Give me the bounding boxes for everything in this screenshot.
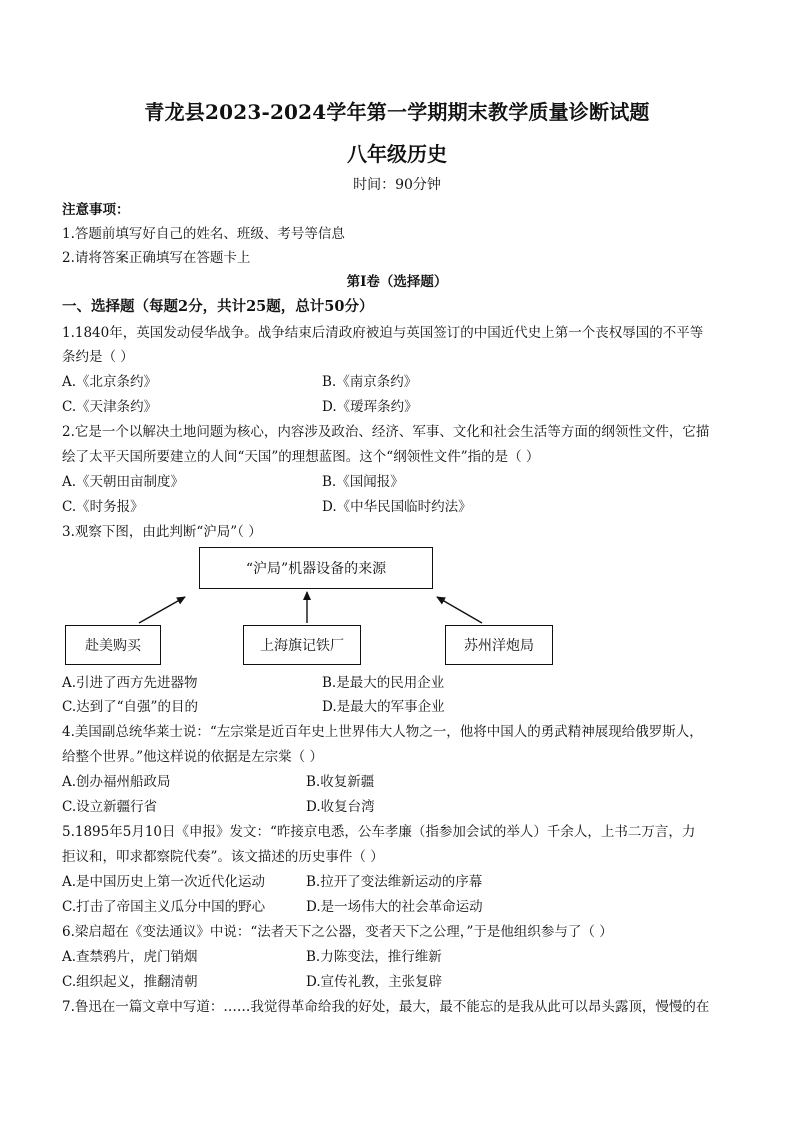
q3-option-a: A.引进了西方先进器物 bbox=[62, 675, 198, 691]
question-2-stem: 2.它是一个以解决土地问题为核心，内容涉及政治、经济、军事、文化和社会生活等方面的纲领性文件，它描 bbox=[62, 424, 710, 440]
note-item: 1.答题前填写好自己的姓名、班级、考号等信息 bbox=[62, 226, 345, 242]
q4-option-c: C.设立新疆行省 bbox=[62, 799, 158, 815]
q5-option-d: D.是一场伟大的社会革命运动 bbox=[306, 899, 483, 915]
diagram-source-box: 上海旗记铁厂 bbox=[243, 625, 361, 665]
question-4-stem: 4.美国副总统华莱士说：“左宗棠是近百年史上世界伟大人物之一，他将中国人的勇武精神展现给俄罗斯人， bbox=[62, 724, 703, 740]
q1-option-d: D.《瑷珲条约》 bbox=[322, 399, 418, 415]
diagram-source-box: 苏州洋炮局 bbox=[445, 625, 553, 665]
part-heading: 一、选择题（每题2分，共计25题，总计50分） bbox=[62, 298, 374, 315]
q2-option-d: D.《中华民国临时约法》 bbox=[322, 499, 472, 515]
note-item: 2.请将答案正确填写在答题卡上 bbox=[62, 250, 251, 266]
q1-option-a: A.《北京条约》 bbox=[62, 374, 158, 390]
q5-option-c: C.打击了帝国主义瓜分中国的野心 bbox=[62, 899, 266, 915]
q5-option-b: B.拉开了变法维新运动的序幕 bbox=[306, 874, 483, 890]
q6-option-c: C.组织起义，推翻清朝 bbox=[62, 974, 198, 990]
q5-option-a: A.是中国历史上第一次近代化运动 bbox=[62, 874, 266, 890]
question-6-stem: 6.梁启超在《变法通议》中说：“法者天下之公器，变者天下之公理，”于是他组织参与了（ ） bbox=[62, 924, 613, 940]
q3-option-b: B.是最大的民用企业 bbox=[322, 675, 445, 691]
volume-heading: 第Ⅰ卷（选择题） bbox=[346, 274, 448, 290]
q3-option-c: C.达到了“自强”的目的 bbox=[62, 699, 198, 715]
q2-option-b: B.《国闻报》 bbox=[322, 474, 404, 490]
q3-option-d: D.是最大的军事企业 bbox=[322, 699, 445, 715]
question-2-stem: 绘了太平天国所要建立的人间“天国”的理想蓝图。这个“纲领性文件”指的是（ ） bbox=[62, 449, 540, 465]
question-5-stem: 5.1895年5月10日《申报》发文：“昨接京电悉，公车孝廉（指参加会试的举人）千余人，上书二万言，力 bbox=[62, 824, 696, 840]
question-3-stem: 3.观察下图，由此判断“沪局”（ ） bbox=[62, 524, 262, 540]
question-4-stem: 给整个世界。”他这样说的依据是左宗棠（ ） bbox=[62, 749, 323, 765]
q1-option-c: C.《天津条约》 bbox=[62, 399, 158, 415]
question-7-stem: 7.鲁迅在一篇文章中写道：……我觉得革命给我的好处，最大，最不能忘的是我从此可以昂头露顶，慢慢的在 bbox=[62, 999, 710, 1015]
q4-option-a: A.创办福州船政局 bbox=[62, 774, 171, 790]
diagram-top-box: “沪局”机器设备的来源 bbox=[199, 547, 433, 589]
notes-heading: 注意事项： bbox=[62, 202, 130, 218]
q4-option-b: B.收复新疆 bbox=[306, 774, 375, 790]
diagram-source-box: 赴美购买 bbox=[65, 625, 161, 665]
q6-option-a: A.查禁鸦片，虎门销烟 bbox=[62, 949, 198, 965]
exam-subtitle: 八年级历史 bbox=[347, 142, 447, 166]
question-1-stem: 1.1840年，英国发动侵华战争。战争结束后清政府被迫与英国签订的中国近代史上第一个丧权辱国的不平等 bbox=[62, 325, 704, 341]
q2-option-c: C.《时务报》 bbox=[62, 499, 144, 515]
q4-option-d: D.收复台湾 bbox=[306, 799, 375, 815]
question-1-stem: 条约是（ ） bbox=[62, 349, 134, 365]
question-5-stem: 拒议和，叩求都察院代奏”。该文描述的历史事件（ ） bbox=[62, 849, 384, 865]
q6-option-b: B.力陈变法，推行维新 bbox=[306, 949, 442, 965]
q1-option-b: B.《南京条约》 bbox=[322, 374, 418, 390]
arrow bbox=[437, 597, 482, 623]
arrow bbox=[139, 597, 185, 623]
exam-time: 时间：90分钟 bbox=[353, 177, 441, 193]
q2-option-a: A.《天朝田亩制度》 bbox=[62, 474, 185, 490]
exam-title: 青龙县2023-2024学年第一学期期末教学质量诊断试题 bbox=[144, 100, 650, 124]
q6-option-d: D.宣传礼教，主张复辟 bbox=[306, 974, 443, 990]
